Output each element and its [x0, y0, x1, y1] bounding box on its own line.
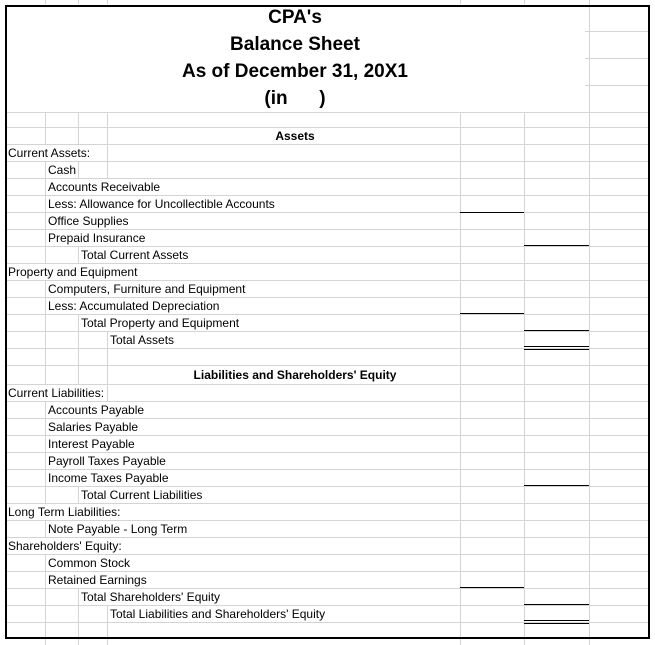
accumulated-depreciation-label[interactable]: Less: Accumulated Depreciation	[48, 299, 220, 313]
total-liabilities-equity-label[interactable]: Total Liabilities and Shareholders' Equity	[110, 607, 326, 621]
grid-column-line	[589, 0, 590, 645]
double-underline	[524, 349, 589, 350]
double-underline	[524, 346, 589, 347]
statement-title: Balance Sheet	[5, 31, 585, 58]
grid-row-line	[5, 161, 650, 162]
payroll-taxes-label[interactable]: Payroll Taxes Payable	[48, 454, 166, 468]
common-stock-label[interactable]: Common Stock	[48, 556, 131, 570]
grid-row-line	[5, 112, 650, 113]
current-assets-label[interactable]: Current Assets:	[8, 146, 91, 160]
computers-label[interactable]: Computers, Furniture and Equipment	[48, 282, 246, 296]
accounts-receivable-label[interactable]: Accounts Receivable	[48, 180, 161, 194]
statement-date: As of December 31, 20X1	[5, 58, 585, 85]
company-name: CPA's	[5, 4, 585, 31]
office-supplies-label[interactable]: Office Supplies	[48, 214, 129, 228]
liabilities-equity-heading: Liabilities and Shareholders' Equity	[193, 368, 397, 382]
subtotal-underline	[524, 245, 589, 246]
allowance-label[interactable]: Less: Allowance for Uncollectible Accounts	[48, 197, 275, 211]
salaries-payable-label[interactable]: Salaries Payable	[48, 420, 139, 434]
double-underline	[524, 623, 589, 624]
grid-row-line	[5, 365, 650, 366]
subtotal-underline	[460, 212, 524, 213]
retained-earnings-label[interactable]: Retained Earnings	[48, 573, 147, 587]
grid-row-line	[5, 605, 650, 606]
property-equipment-label[interactable]: Property and Equipment	[8, 265, 138, 279]
note-payable-label[interactable]: Note Payable - Long Term	[48, 522, 188, 536]
statement-units: (in )	[5, 85, 585, 112]
subtotal-underline	[524, 604, 589, 605]
long-term-liabilities-label[interactable]: Long Term Liabilities:	[8, 505, 121, 519]
prepaid-insurance-label[interactable]: Prepaid Insurance	[48, 231, 146, 245]
total-current-liabilities-label[interactable]: Total Current Liabilities	[81, 488, 203, 502]
subtotal-underline	[460, 587, 524, 588]
assets-heading: Assets	[275, 129, 315, 143]
current-liabilities-label[interactable]: Current Liabilities:	[8, 386, 105, 400]
subtotal-underline	[524, 330, 589, 331]
total-assets-label[interactable]: Total Assets	[110, 333, 175, 347]
total-ppe-label[interactable]: Total Property and Equipment	[81, 316, 240, 330]
accounts-payable-label[interactable]: Accounts Payable	[48, 403, 145, 417]
double-underline	[524, 620, 589, 621]
cash-label[interactable]: Cash	[48, 163, 77, 177]
shareholders-equity-label[interactable]: Shareholders' Equity:	[8, 539, 122, 553]
subtotal-underline	[524, 485, 589, 486]
income-taxes-label[interactable]: Income Taxes Payable	[48, 471, 169, 485]
grid-row-line	[5, 331, 650, 332]
total-current-assets-label[interactable]: Total Current Assets	[81, 248, 189, 262]
interest-payable-label[interactable]: Interest Payable	[48, 437, 135, 451]
total-equity-label[interactable]: Total Shareholders' Equity	[81, 590, 221, 604]
subtotal-underline	[460, 313, 524, 314]
